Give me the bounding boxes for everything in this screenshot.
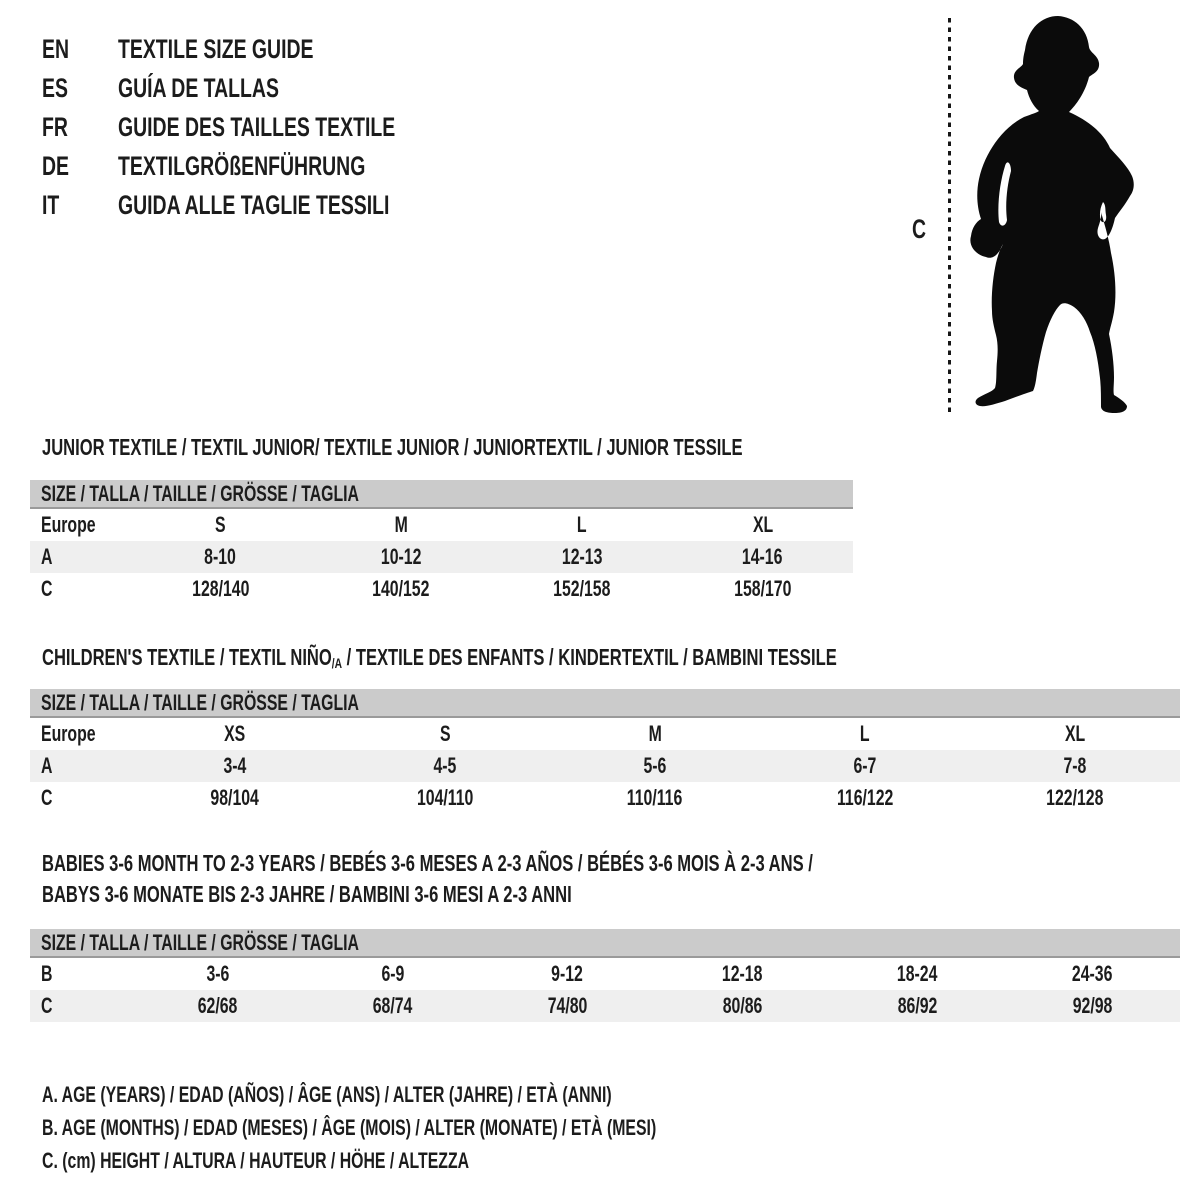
value-cell: 86/92	[897, 993, 938, 1018]
row-label-cell: Europe	[41, 721, 96, 746]
value-cell: 80/86	[722, 993, 763, 1018]
value-cell: M	[394, 512, 408, 537]
language-title: TEXTILGRÖßENFÜHRUNG	[118, 151, 366, 181]
table-row	[30, 990, 1180, 1022]
table-row	[30, 782, 1180, 814]
value-cell: 158/170	[733, 576, 792, 601]
value-cell: 68/74	[372, 993, 413, 1018]
size-header-label: SIZE / TALLA / TAILLE / GRÖSSE / TAGLIA	[41, 480, 359, 506]
junior-size-table	[30, 480, 853, 605]
value-cell: XL	[752, 512, 773, 537]
value-cell: 74/80	[547, 993, 588, 1018]
value-cell: XS	[224, 721, 246, 746]
value-cell: 12-18	[722, 961, 763, 986]
row-label-cell: C	[41, 993, 53, 1018]
table-row	[30, 573, 853, 605]
table-body	[30, 718, 1180, 814]
value-cell: S	[215, 512, 226, 537]
toddler-silhouette-icon	[962, 14, 1140, 416]
language-row	[42, 186, 503, 225]
language-title: GUIDA ALLE TAGLIE TESSILI	[118, 190, 390, 220]
size-header-label: SIZE / TALLA / TAILLE / GRÖSSE / TAGLIA	[41, 929, 359, 955]
section-heading-line: BABIES 3-6 MONTH TO 2-3 YEARS / BEBÉS 3-6 MESES A 2-3 AÑOS / BÉBÉS 3-6 MOIS À 2-3 ANS /	[42, 850, 813, 876]
row-label-cell: C	[41, 576, 53, 601]
value-cell: 104/110	[416, 785, 474, 810]
measurement-legend	[42, 1078, 895, 1177]
language-row	[42, 69, 503, 108]
table-body	[30, 958, 1180, 1022]
section-heading-children	[42, 642, 1146, 680]
section-heading-line: JUNIOR TEXTILE / TEXTIL JUNIOR/ TEXTILE JUNIOR / JUNIORTEXTIL / JUNIOR TESSILE	[42, 434, 743, 460]
value-cell: 12-13	[561, 544, 603, 569]
value-cell: 116/122	[836, 785, 894, 810]
language-code: ES	[42, 73, 68, 103]
value-cell: 9-12	[551, 961, 584, 986]
value-cell: L	[577, 512, 587, 537]
section-heading-junior	[42, 432, 1015, 463]
language-title-block	[42, 30, 503, 225]
table-row	[30, 509, 853, 541]
value-cell: 18-24	[897, 961, 938, 986]
size-header-bar	[30, 480, 853, 509]
value-cell: 122/128	[1046, 785, 1104, 810]
language-title: GUIDE DES TAILLES TEXTILE	[118, 112, 396, 142]
legend-line: B. AGE (MONTHS) / EDAD (MESES) / ÂGE (MOIS) / ALTER (MONATE) / ETÀ (MESI)	[42, 1115, 657, 1140]
value-cell: 62/68	[197, 993, 238, 1018]
value-cell: L	[860, 721, 870, 746]
measure-label-text: C	[912, 214, 927, 244]
size-header-label: SIZE / TALLA / TAILLE / GRÖSSE / TAGLIA	[41, 689, 359, 715]
language-code: IT	[42, 190, 60, 220]
value-cell: 7-8	[1063, 753, 1087, 778]
language-code: DE	[42, 151, 70, 181]
size-header-bar	[30, 689, 1180, 718]
value-cell: XL	[1064, 721, 1086, 746]
measure-label-c	[912, 214, 932, 245]
size-header-bar	[30, 929, 1180, 958]
row-label-cell: A	[41, 544, 53, 569]
row-label-cell: A	[41, 753, 53, 778]
value-cell: 110/116	[627, 785, 683, 810]
value-cell: 6-9	[381, 961, 404, 986]
table-row	[30, 718, 1180, 750]
value-cell: 128/140	[191, 576, 250, 601]
value-cell: 98/104	[210, 785, 260, 810]
value-cell: 10-12	[380, 544, 422, 569]
value-cell: M	[648, 721, 662, 746]
height-measure-dashed-line	[948, 18, 951, 415]
value-cell: 8-10	[204, 544, 237, 569]
section-heading-line: BABYS 3-6 MONATE BIS 2-3 JAHRE / BAMBINI 3-6 MESI A 2-3 ANNI	[42, 881, 572, 907]
babies-size-table	[30, 929, 1180, 1022]
value-cell: 152/158	[553, 576, 611, 601]
value-cell: 92/98	[1072, 993, 1113, 1018]
value-cell: 6-7	[853, 753, 877, 778]
language-title: GUÍA DE TALLAS	[118, 73, 279, 103]
value-cell: 24-36	[1072, 961, 1113, 986]
table-row	[30, 750, 1180, 782]
language-row	[42, 108, 503, 147]
language-code: FR	[42, 112, 68, 142]
section-heading-line: CHILDREN'S TEXTILE / TEXTIL $NIÑO_{/A}$ / TEXTILE DES ENFANTS / KINDERTEXTIL / BAMBINI TESSILE	[42, 644, 837, 673]
value-cell: 14-16	[742, 544, 783, 569]
legend-line: C. (cm) HEIGHT / ALTURA / HAUTEUR / HÖHE / ALTEZZA	[42, 1148, 470, 1173]
language-row	[42, 30, 503, 69]
language-title: TEXTILE SIZE GUIDE	[118, 34, 314, 64]
value-cell: 140/152	[372, 576, 430, 601]
value-cell: S	[439, 721, 451, 746]
language-code: EN	[42, 34, 70, 64]
language-row	[42, 147, 503, 186]
row-label-cell: C	[41, 785, 53, 810]
value-cell: 3-4	[223, 753, 247, 778]
legend-line: A. AGE (YEARS) / EDAD (AÑOS) / ÂGE (ANS) / ALTER (JAHRE) / ETÀ (ANNI)	[42, 1082, 612, 1107]
row-label-cell: B	[41, 961, 53, 986]
value-cell: 5-6	[643, 753, 667, 778]
row-label-cell: Europe	[41, 512, 96, 537]
children-size-table	[30, 689, 1180, 814]
value-cell: 3-6	[206, 961, 229, 986]
section-heading-babies	[42, 848, 1113, 910]
table-row	[30, 958, 1180, 990]
table-row	[30, 541, 853, 573]
table-body	[30, 509, 853, 605]
value-cell: 4-5	[433, 753, 457, 778]
